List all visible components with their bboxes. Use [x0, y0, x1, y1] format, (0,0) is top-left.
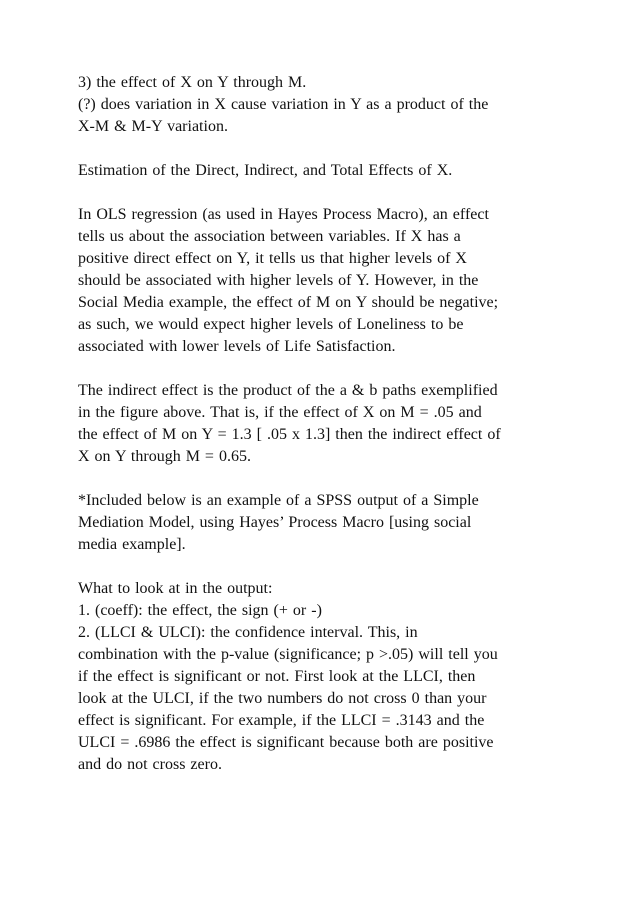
document-page: [78, 72, 618, 776]
text-line: effect is significant. For example, if the LLCI = .3143 and the: [78, 712, 485, 729]
text-line: *Included below is an example of a SPSS output of a Simple: [78, 492, 479, 509]
text-line: Mediation Model, using Hayes’ Process Macro [using social: [78, 514, 472, 531]
text-line: X-M & M-Y variation.: [78, 118, 228, 135]
text-line: tells us about the association between variables. If X has a: [78, 228, 461, 245]
text-line: (?) does variation in X cause variation in Y as a product of the: [78, 96, 489, 113]
text-line: look at the ULCI, if the two numbers do not cross 0 than your: [78, 690, 487, 707]
paragraph-output-guide: [78, 578, 618, 776]
text-line: In OLS regression (as used in Hayes Process Macro), an effect: [78, 206, 489, 223]
text-line: X on Y through M = 0.65.: [78, 448, 251, 465]
paragraph-mediation-path: [78, 72, 618, 138]
text-line: 2. (LLCI & ULCI): the confidence interval. This, in: [78, 624, 418, 641]
text-line: media example].: [78, 536, 186, 553]
paragraph-spacer: [78, 138, 618, 160]
text-line: should be associated with higher levels of Y. However, in the: [78, 272, 479, 289]
paragraph-ols-regression: [78, 204, 618, 358]
paragraph-estimation-heading: [78, 160, 618, 182]
text-line: positive direct effect on Y, it tells us that higher levels of X: [78, 250, 467, 267]
text-line: What to look at in the output:: [78, 580, 273, 597]
text-line: combination with the p-value (significance; p >.05) will tell you: [78, 646, 498, 663]
paragraph-spacer: [78, 182, 618, 204]
text-line: ULCI = .6986 the effect is significant because both are positive: [78, 734, 494, 751]
text-line: 1. (coeff): the effect, the sign (+ or -): [78, 602, 322, 619]
paragraph-spacer: [78, 358, 618, 380]
text-line: if the effect is significant or not. First look at the LLCI, then: [78, 668, 476, 685]
paragraph-spacer: [78, 556, 618, 578]
text-line: the effect of M on Y = 1.3 [ .05 x 1.3] then the indirect effect of: [78, 426, 501, 443]
text-line: in the figure above. That is, if the effect of X on M = .05 and: [78, 404, 482, 421]
text-line: The indirect effect is the product of the a & b paths exemplified: [78, 382, 498, 399]
text-line: and do not cross zero.: [78, 756, 222, 773]
text-line: Social Media example, the effect of M on Y should be negative;: [78, 294, 499, 311]
paragraph-indirect-effect: [78, 380, 618, 468]
text-line: associated with lower levels of Life Satisfaction.: [78, 338, 396, 355]
paragraph-spacer: [78, 468, 618, 490]
paragraph-spss-note: [78, 490, 618, 556]
text-line: as such, we would expect higher levels of Loneliness to be: [78, 316, 464, 333]
text-line: 3) the effect of X on Y through M.: [78, 74, 307, 91]
text-line: Estimation of the Direct, Indirect, and Total Effects of X.: [78, 162, 453, 179]
